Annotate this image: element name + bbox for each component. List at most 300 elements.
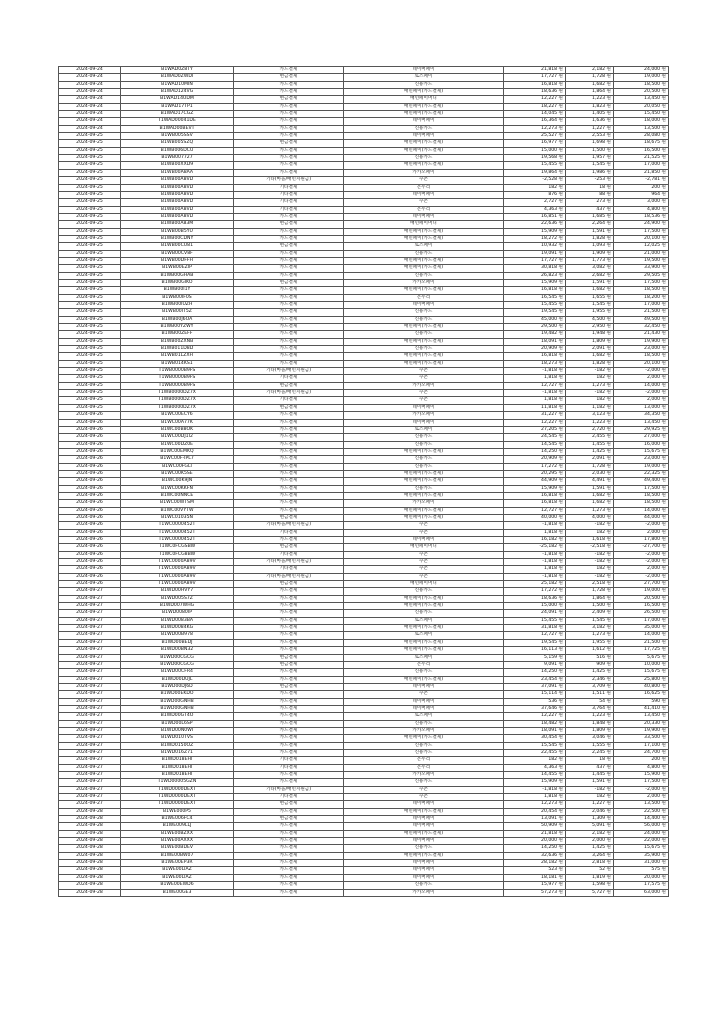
vat-cell: 1,909 원 [566,250,614,257]
payment-type-cell: 현금결제 [234,243,344,250]
supply-amount-cell: 17,727 원 [504,257,566,264]
payment-type-cell: 기타결제 [234,794,344,801]
table-row [59,177,669,184]
payment-method-cell: 네이버페이 [344,537,504,544]
order-id-cell: B1WE009LLJ [121,823,234,830]
total-amount-cell: 49,400 원 [614,478,669,485]
supply-amount-cell: 16,851 원 [504,213,566,220]
supply-amount-cell: 26,823 원 [504,272,566,279]
total-amount-cell: 17,500 원 [614,485,669,492]
supply-amount-cell: 536 원 [504,698,566,705]
payment-method-cell: 배민페이머니 [344,581,504,588]
date-cell: 2024-09-27 [59,603,121,610]
payment-method-cell: 온누리 [344,294,504,301]
date-cell: 2024-09-25 [59,206,121,213]
date-cell: 2024-09-27 [59,786,121,793]
payment-type-cell: 카드결제 [234,478,344,485]
vat-cell: 2,553 원 [566,133,614,140]
payment-type-cell: 현금결제 [234,801,344,808]
order-id-cell: T1WB0000DZ7X [121,404,234,411]
supply-amount-cell: 17,272 원 [504,588,566,595]
supply-amount-cell: 4,363 원 [504,206,566,213]
payment-type-cell: 카드결제 [234,316,344,323]
supply-amount-cell: 4,363 원 [504,764,566,771]
table-row [59,735,669,742]
date-cell: 2024-09-25 [59,147,121,154]
payment-method-cell: 배민페이(카드결제) [344,625,504,632]
date-cell: 2024-09-26 [59,412,121,419]
payment-method-cell: 배민페이(카드결제) [344,492,504,499]
supply-amount-cell: 16,818 원 [504,81,566,88]
vat-cell: 1,273 원 [566,382,614,389]
total-amount-cell: 19,900 원 [614,338,669,345]
total-amount-cell: 17,500 원 [614,228,669,235]
order-id-cell: T1WC0000452T [121,529,234,536]
total-amount-cell: 14,000 원 [614,382,669,389]
payment-type-cell: 기타(마을/배민지원금) [234,786,344,793]
table-row [59,801,669,808]
payment-method-cell: 배민페이머니 [344,221,504,228]
supply-amount-cell: 12,727 원 [504,507,566,514]
payment-type-cell: 기타(마을/배민지원금) [234,368,344,375]
total-amount-cell: -2,000 원 [614,551,669,558]
total-amount-cell: 21,500 원 [614,639,669,646]
payment-method-cell: 배민페이(카드결제) [344,735,504,742]
supply-amount-cell: 15,545 원 [504,742,566,749]
order-id-cell: B1WD00DJ6D [121,683,234,690]
total-amount-cell: -2,000 원 [614,573,669,580]
supply-amount-cell: 14,045 원 [504,111,566,118]
order-id-cell: B1WB00A8VD [121,206,234,213]
payment-method-cell: 쿠폰 [344,551,504,558]
vat-cell: 3,709 원 [566,683,614,690]
total-amount-cell: -2,000 원 [614,786,669,793]
payment-type-cell: 카드결제 [234,691,344,698]
order-id-cell: B1WC00EMKQ [121,448,234,455]
supply-amount-cell: 16,113 원 [504,647,566,654]
supply-amount-cell: 18,227 원 [504,103,566,110]
vat-cell: 1,445 원 [566,772,614,779]
date-cell: 2024-09-25 [59,184,121,191]
supply-amount-cell: 19,482 원 [504,331,566,338]
order-id-cell: B1WE006FC4 [121,816,234,823]
table-row [59,397,669,404]
payment-method-cell: 토스페이 [344,617,504,624]
supply-amount-cell: 1,818 원 [504,397,566,404]
table-row [59,603,669,610]
total-amount-cell: 49,500 원 [614,316,669,323]
payment-type-cell: 기타(마을/배민지원금) [234,522,344,529]
vat-cell: 2,409 원 [566,610,614,617]
supply-amount-cell: 10,932 원 [504,243,566,250]
supply-amount-cell: 12,727 원 [504,632,566,639]
table-row [59,610,669,617]
table-row [59,74,669,81]
payment-method-cell: 토스페이 [344,243,504,250]
payment-type-cell: 현금결제 [234,581,344,588]
payment-method-cell: 네이버페이 [344,118,504,125]
total-amount-cell: 15,900 원 [614,772,669,779]
total-amount-cell: 44,000 원 [614,514,669,521]
total-amount-cell: 31,000 원 [614,860,669,867]
supply-amount-cell: 31,227 원 [504,412,566,419]
vat-cell: 3,764 원 [566,705,614,712]
supply-amount-cell: 182 원 [504,184,566,191]
payment-method-cell: 토스페이 [344,426,504,433]
order-id-cell: B1WD00BN32 [121,647,234,654]
payment-type-cell: 기타결제 [234,764,344,771]
vat-cell: 1,425 원 [566,669,614,676]
table-row [59,294,669,301]
table-row [59,522,669,529]
table-row [59,324,669,331]
date-cell: 2024-09-26 [59,419,121,426]
table-row [59,206,669,213]
payment-type-cell: 카드결제 [234,456,344,463]
payment-type-cell: 현금결제 [234,654,344,661]
total-amount-cell: 24,700 원 [614,749,669,756]
vat-cell: 5,727 원 [566,889,614,896]
vat-cell: 2,950 원 [566,324,614,331]
table-row [59,360,669,367]
order-id-cell: T1WD0000DEXT [121,801,234,808]
table-row [59,67,669,74]
payment-type-cell: 카드결제 [234,830,344,837]
table-row [59,368,669,375]
supply-amount-cell: 20,000 원 [504,838,566,845]
payment-method-cell: 배민페이(카드결제) [344,808,504,815]
payment-method-cell: 신용카드 [344,588,504,595]
payment-type-cell: 카드결제 [234,81,344,88]
payment-type-cell: 카드결제 [234,742,344,749]
supply-amount-cell: 16,818 원 [504,500,566,507]
order-id-cell: B1WD0150OZ [121,742,234,749]
vat-cell: 4,491 원 [566,478,614,485]
payment-method-cell: 배민페이(카드결제) [344,257,504,264]
supply-amount-cell: -1,818 원 [504,368,566,375]
table-row [59,544,669,551]
vat-cell: 516 원 [566,654,614,661]
supply-amount-cell: 57,273 원 [504,889,566,896]
table-row [59,470,669,477]
total-amount-cell: 4,800 원 [614,206,669,213]
vat-cell: 1,682 원 [566,500,614,507]
table-row [59,676,669,683]
table-row [59,199,669,206]
vat-cell: 3,182 원 [566,625,614,632]
vat-cell: 1,682 원 [566,81,614,88]
supply-amount-cell: 40,000 원 [504,514,566,521]
vat-cell: 1,500 원 [566,147,614,154]
vat-cell: 1,955 원 [566,639,614,646]
payment-method-cell: 토스페이 [344,74,504,81]
payment-method-cell: 쿠폰 [344,177,504,184]
supply-amount-cell: 19,568 원 [504,155,566,162]
order-id-cell: B1WB00IUZH [121,302,234,309]
table-row [59,279,669,286]
payment-method-cell: 카카오페이 [344,500,504,507]
supply-amount-cell: 27,205 원 [504,426,566,433]
order-id-cell: B1WB00ZEFF [121,331,234,338]
payment-type-cell: 기타결제 [234,191,344,198]
payment-type-cell: 기타결제 [234,397,344,404]
date-cell: 2024-09-25 [59,397,121,404]
supply-amount-cell: 24,545 원 [504,434,566,441]
order-id-cell: B1WD00BEDJ [121,639,234,646]
date-cell: 2024-09-25 [59,140,121,147]
payment-type-cell: 현금결제 [234,221,344,228]
payment-type-cell: 카드결제 [234,426,344,433]
date-cell: 2024-09-27 [59,757,121,764]
payment-type-cell: 기타결제 [234,375,344,382]
vat-cell: 1,405 원 [566,111,614,118]
date-cell: 2024-09-27 [59,801,121,808]
order-id-cell: B1WB00ZXNB [121,338,234,345]
date-cell: 2024-09-26 [59,478,121,485]
vat-cell: 909 원 [566,661,614,668]
payment-method-cell: 신용카드 [344,125,504,132]
total-amount-cell: 21,500 원 [614,309,669,316]
payment-type-cell: 카드결제 [234,346,344,353]
date-cell: 2024-09-27 [59,698,121,705]
payment-method-cell: 배민페이(카드결제) [344,235,504,242]
supply-amount-cell: 16,818 원 [504,353,566,360]
payment-type-cell: 카드결제 [234,338,344,345]
vat-cell: 1,223 원 [566,419,614,426]
payment-method-cell: 네이버페이 [344,823,504,830]
vat-cell: 2,245 원 [566,749,614,756]
vat-cell: 1,425 원 [566,845,614,852]
payment-method-cell: 신용카드 [344,346,504,353]
date-cell: 2024-09-24 [59,81,121,88]
payment-method-cell: 배민페이(카드결제) [344,647,504,654]
payment-method-cell: 배민페이(카드결제) [344,89,504,96]
date-cell: 2024-09-27 [59,713,121,720]
vat-cell: 2,030 원 [566,470,614,477]
table-row [59,867,669,874]
order-id-cell: B1WB00CU81 [121,243,234,250]
order-id-cell: B1WE00LIAZ [121,867,234,874]
vat-cell: 1,598 원 [566,882,614,889]
total-amount-cell: 590 원 [614,698,669,705]
supply-amount-cell: 44,909 원 [504,478,566,485]
payment-method-cell: 쿠폰 [344,368,504,375]
payment-type-cell: 카드결제 [234,272,344,279]
date-cell: 2024-09-26 [59,507,121,514]
payment-method-cell: 쿠폰 [344,573,504,580]
payment-method-cell: 네이버페이 [344,404,504,411]
total-amount-cell: 20,330 원 [614,720,669,727]
supply-amount-cell: 13,091 원 [504,816,566,823]
supply-amount-cell: -1,818 원 [504,559,566,566]
payment-type-cell: 카드결제 [234,147,344,154]
supply-amount-cell: 16,977 원 [504,140,566,147]
total-amount-cell: 22,325 원 [614,470,669,477]
table-row [59,537,669,544]
payment-type-cell: 현금결제 [234,382,344,389]
date-cell: 2024-09-26 [59,566,121,573]
payment-type-cell: 카드결제 [234,617,344,624]
supply-amount-cell: -1,818 원 [504,522,566,529]
table-row [59,228,669,235]
supply-amount-cell: 12,273 원 [504,125,566,132]
vat-cell: 1,682 원 [566,287,614,294]
transaction-table-body [59,67,669,897]
vat-cell: 437 원 [566,764,614,771]
payment-method-cell: 네이버페이 [344,705,504,712]
total-amount-cell: 16,500 원 [614,147,669,154]
date-cell: 2024-09-25 [59,272,121,279]
vat-cell: 1,555 원 [566,742,614,749]
vat-cell: 182 원 [566,397,614,404]
total-amount-cell: 23,000 원 [614,456,669,463]
total-amount-cell: 13,450 원 [614,96,669,103]
order-id-cell: B1WD00CGCG [121,661,234,668]
order-id-cell: B1WAD00BEVT [121,125,234,132]
order-id-cell: B1WB01LZXH [121,353,234,360]
total-amount-cell: 18,536 원 [614,213,669,220]
table-row [59,500,669,507]
total-amount-cell: 964 원 [614,191,669,198]
date-cell: 2024-09-27 [59,625,121,632]
order-id-cell: B1WB005SZQ [121,140,234,147]
vat-cell: 182 원 [566,566,614,573]
payment-method-cell: 배민페이(카드결제) [344,228,504,235]
vat-cell: 4,000 원 [566,514,614,521]
table-row [59,661,669,668]
total-amount-cell: 20,100 원 [614,360,669,367]
table-row [59,559,669,566]
supply-amount-cell: 25,527 원 [504,133,566,140]
vat-cell: -182 원 [566,390,614,397]
vat-cell: 1,612 원 [566,647,614,654]
table-row [59,184,669,191]
payment-method-cell: 신용카드 [344,749,504,756]
date-cell: 2024-09-26 [59,581,121,588]
supply-amount-cell: 523 원 [504,867,566,874]
payment-method-cell: 쿠폰 [344,566,504,573]
date-cell: 2024-09-28 [59,816,121,823]
total-amount-cell: 18,500 원 [614,353,669,360]
total-amount-cell: -2,000 원 [614,522,669,529]
table-row [59,617,669,624]
order-id-cell: B1WE00GE3 [121,889,234,896]
table-row [59,96,669,103]
table-row [59,426,669,433]
order-id-cell: B1WC00DZ0E [121,441,234,448]
supply-amount-cell: 24,091 원 [504,610,566,617]
payment-type-cell: 카드결제 [234,713,344,720]
payment-method-cell: 신용카드 [344,155,504,162]
date-cell: 2024-09-26 [59,463,121,470]
payment-type-cell: 기타(마을/배민지원금) [234,573,344,580]
table-row [59,816,669,823]
total-amount-cell: 13,450 원 [614,713,669,720]
payment-method-cell: 온누리 [344,184,504,191]
date-cell: 2024-09-26 [59,514,121,521]
total-amount-cell: 16,500 원 [614,603,669,610]
payment-method-cell: 쿠폰 [344,691,504,698]
vat-cell: 2,000 원 [566,838,614,845]
payment-type-cell: 카드결제 [234,676,344,683]
supply-amount-cell: 1,818 원 [504,794,566,801]
table-row [59,221,669,228]
table-row [59,346,669,353]
date-cell: 2024-09-27 [59,735,121,742]
payment-method-cell: 카카오페이 [344,727,504,734]
order-id-cell: B1WB00A8VD [121,184,234,191]
order-id-cell: T1WC0000A89V [121,559,234,566]
payment-method-cell: 네이버페이 [344,801,504,808]
date-cell: 2024-09-26 [59,448,121,455]
total-amount-cell: 2,000 원 [614,529,669,536]
order-id-cell: B1WB00CV8F [121,250,234,257]
table-row [59,265,669,272]
order-id-cell: B1WC00NNCE [121,492,234,499]
table-row [59,375,669,382]
payment-type-cell: 카드결제 [234,265,344,272]
total-amount-cell: 27,000 원 [614,434,669,441]
payment-method-cell: 쿠폰 [344,522,504,529]
table-row [59,118,669,125]
total-amount-cell: 13,000 원 [614,404,669,411]
total-amount-cell: -2,000 원 [614,390,669,397]
date-cell: 2024-09-27 [59,639,121,646]
supply-amount-cell: 11,818 원 [504,404,566,411]
supply-amount-cell: 14,250 원 [504,669,566,676]
total-amount-cell: 29,505 원 [614,272,669,279]
vat-cell: 1,273 원 [566,507,614,514]
supply-amount-cell: -2,528 원 [504,177,566,184]
date-cell: 2024-09-26 [59,573,121,580]
payment-type-cell: 카드결제 [234,331,344,338]
payment-method-cell: 배민페이(카드결제) [344,603,504,610]
date-cell: 2024-09-26 [59,470,121,477]
supply-amount-cell: 182 원 [504,757,566,764]
payment-method-cell: 배민페이(카드결제) [344,830,504,837]
vat-cell: 1,728 원 [566,74,614,81]
vat-cell: 1,848 원 [566,720,614,727]
order-id-cell: T1WC0000452T [121,537,234,544]
total-amount-cell: 15,450 원 [614,111,669,118]
supply-amount-cell: -1,818 원 [504,573,566,580]
total-amount-cell: 17,725 원 [614,647,669,654]
payment-type-cell: 카드결제 [234,250,344,257]
total-amount-cell: 19,000 원 [614,463,669,470]
payment-type-cell: 카드결제 [234,67,344,74]
order-id-cell: B1WC00K9JN [121,478,234,485]
table-row [59,889,669,896]
total-amount-cell: 15,675 원 [614,448,669,455]
vat-cell: 1,618 원 [566,537,614,544]
table-row [59,698,669,705]
vat-cell: 1,545 원 [566,162,614,169]
vat-cell: 1,809 원 [566,727,614,734]
table-row [59,235,669,242]
table-row [59,632,669,639]
vat-cell: -182 원 [566,368,614,375]
vat-cell: 1,425 원 [566,448,614,455]
table-row [59,125,669,132]
order-id-cell: B1WD0080IP [121,610,234,617]
payment-method-cell: 배민페이(카드결제) [344,338,504,345]
total-amount-cell: 15,675 원 [614,845,669,852]
payment-method-cell: 신용카드 [344,316,504,323]
order-id-cell: B1WC00A77K [121,419,234,426]
supply-amount-cell: 21,818 원 [504,67,566,74]
payment-type-cell: 기타결제 [234,551,344,558]
supply-amount-cell: 15,455 원 [504,162,566,169]
